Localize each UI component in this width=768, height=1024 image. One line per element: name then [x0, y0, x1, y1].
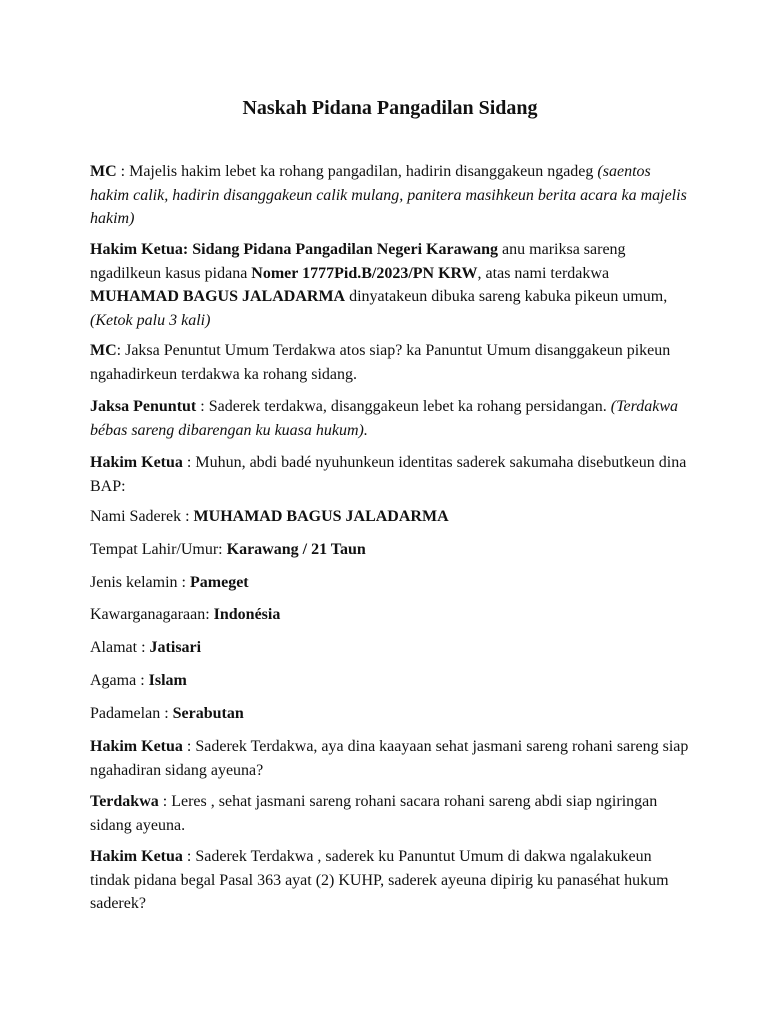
speaker-label: Hakim Ketua	[90, 848, 183, 865]
paragraph-mc-opening	[90, 160, 690, 231]
identity-value: Jatisari	[149, 639, 202, 656]
paragraph-hakim-health	[90, 735, 690, 782]
stage-direction: (Ketok palu 3 kali)	[90, 311, 211, 329]
speaker-label: Hakim Ketua	[90, 738, 183, 755]
paragraph-jaksa	[90, 395, 690, 442]
speaker-label: Jaksa Penuntut	[90, 398, 197, 415]
identity-value: MUHAMAD BAGUS JALADARMA	[193, 508, 449, 525]
stage-direction: (Terdakwa bébas sareng dibarengan ku kuasa hukum).	[90, 398, 679, 439]
paragraph-hakim-identity	[90, 451, 690, 498]
identity-birthplace-age	[90, 538, 690, 562]
identity-label: Tempat Lahir/Umur:	[90, 541, 227, 558]
identity-label: Jenis kelamin :	[90, 574, 190, 591]
document-title: Naskah Pidana Pangadilan Sidang	[242, 97, 538, 119]
identity-name	[90, 505, 690, 529]
paragraph-terdakwa	[90, 790, 690, 837]
identity-label: Kawarganagaraan:	[90, 606, 214, 623]
identity-label: Nami Saderek :	[90, 508, 194, 525]
dialogue-text: dinyatakeun dibuka sareng kabuka pikeun umum,	[345, 288, 668, 305]
speaker-label: Hakim Ketua	[90, 454, 183, 471]
identity-address	[90, 636, 690, 660]
identity-nationality	[90, 603, 690, 627]
defendant-name: MUHAMAD BAGUS JALADARMA	[90, 288, 346, 305]
identity-value: Indonésia	[213, 606, 281, 623]
identity-label: Agama :	[90, 672, 149, 689]
identity-value: Serabutan	[172, 705, 244, 722]
dialogue-text: : Saderek Terdakwa , saderek ku Panuntut Umum di dakwa ngalakukeun tindak pidana begal Pasal 363 ayat (2) KUHP, saderek ayeuna dipirig ku panaséhat hukum saderek?	[90, 848, 669, 912]
paragraph-hakim-charge	[90, 845, 690, 916]
speaker-label: Terdakwa	[90, 793, 159, 810]
stage-direction: (saentos hakim calik, hadirin disanggakeun calik mulang, panitera masihkeun berita acara ka majelis hakim)	[90, 163, 687, 227]
dialogue-text: , atas nami terdakwa	[477, 264, 610, 282]
dialogue-text: : Leres , sehat jasmani sareng rohani sacara rohani sareng abdi siap ngiringan sidang ayeuna.	[90, 793, 658, 834]
dialogue-text: : Saderek Terdakwa, aya dina kaayaan sehat jasmani sareng rohani sareng siap ngahadiran sidang ayeuna?	[90, 738, 689, 779]
identity-gender	[90, 571, 690, 595]
dialogue-text: : Saderek terdakwa, disanggakeun lebet ka rohang persidangan.	[196, 398, 611, 415]
identity-label: Padamelan :	[90, 705, 173, 722]
dialogue-text: anu mariksa sareng ngadilkeun kasus pidana	[90, 241, 626, 282]
identity-occupation	[90, 702, 690, 726]
paragraph-hakim-opening	[90, 238, 690, 332]
identity-label: Alamat :	[90, 639, 150, 656]
speaker-label: MC	[90, 163, 117, 180]
paragraph-mc-jaksa	[90, 339, 690, 386]
identity-value: Pameget	[189, 574, 249, 591]
dialogue-text: : Majelis hakim lebet ka rohang pangadilan, hadirin disanggakeun ngadeg	[116, 163, 598, 180]
case-number: Nomer 1777Pid.B/2023/PN KRW	[251, 264, 478, 282]
identity-religion	[90, 669, 690, 693]
speaker-label: MC	[90, 342, 117, 359]
dialogue-text: : Muhun, abdi badé nyuhunkeun identitas saderek sakumaha disebutkeun dina BAP:	[90, 454, 687, 495]
identity-value: Karawang / 21 Taun	[226, 541, 366, 558]
identity-value: Islam	[148, 672, 187, 689]
dialogue-text: : Jaksa Penuntut Umum Terdakwa atos siap? ka Panuntut Umum disanggakeun pikeun ngahadirkeun terdakwa ka rohang sidang.	[90, 342, 671, 383]
speaker-label: Hakim Ketua: Sidang Pidana Pangadilan Negeri Karawang	[90, 241, 499, 258]
